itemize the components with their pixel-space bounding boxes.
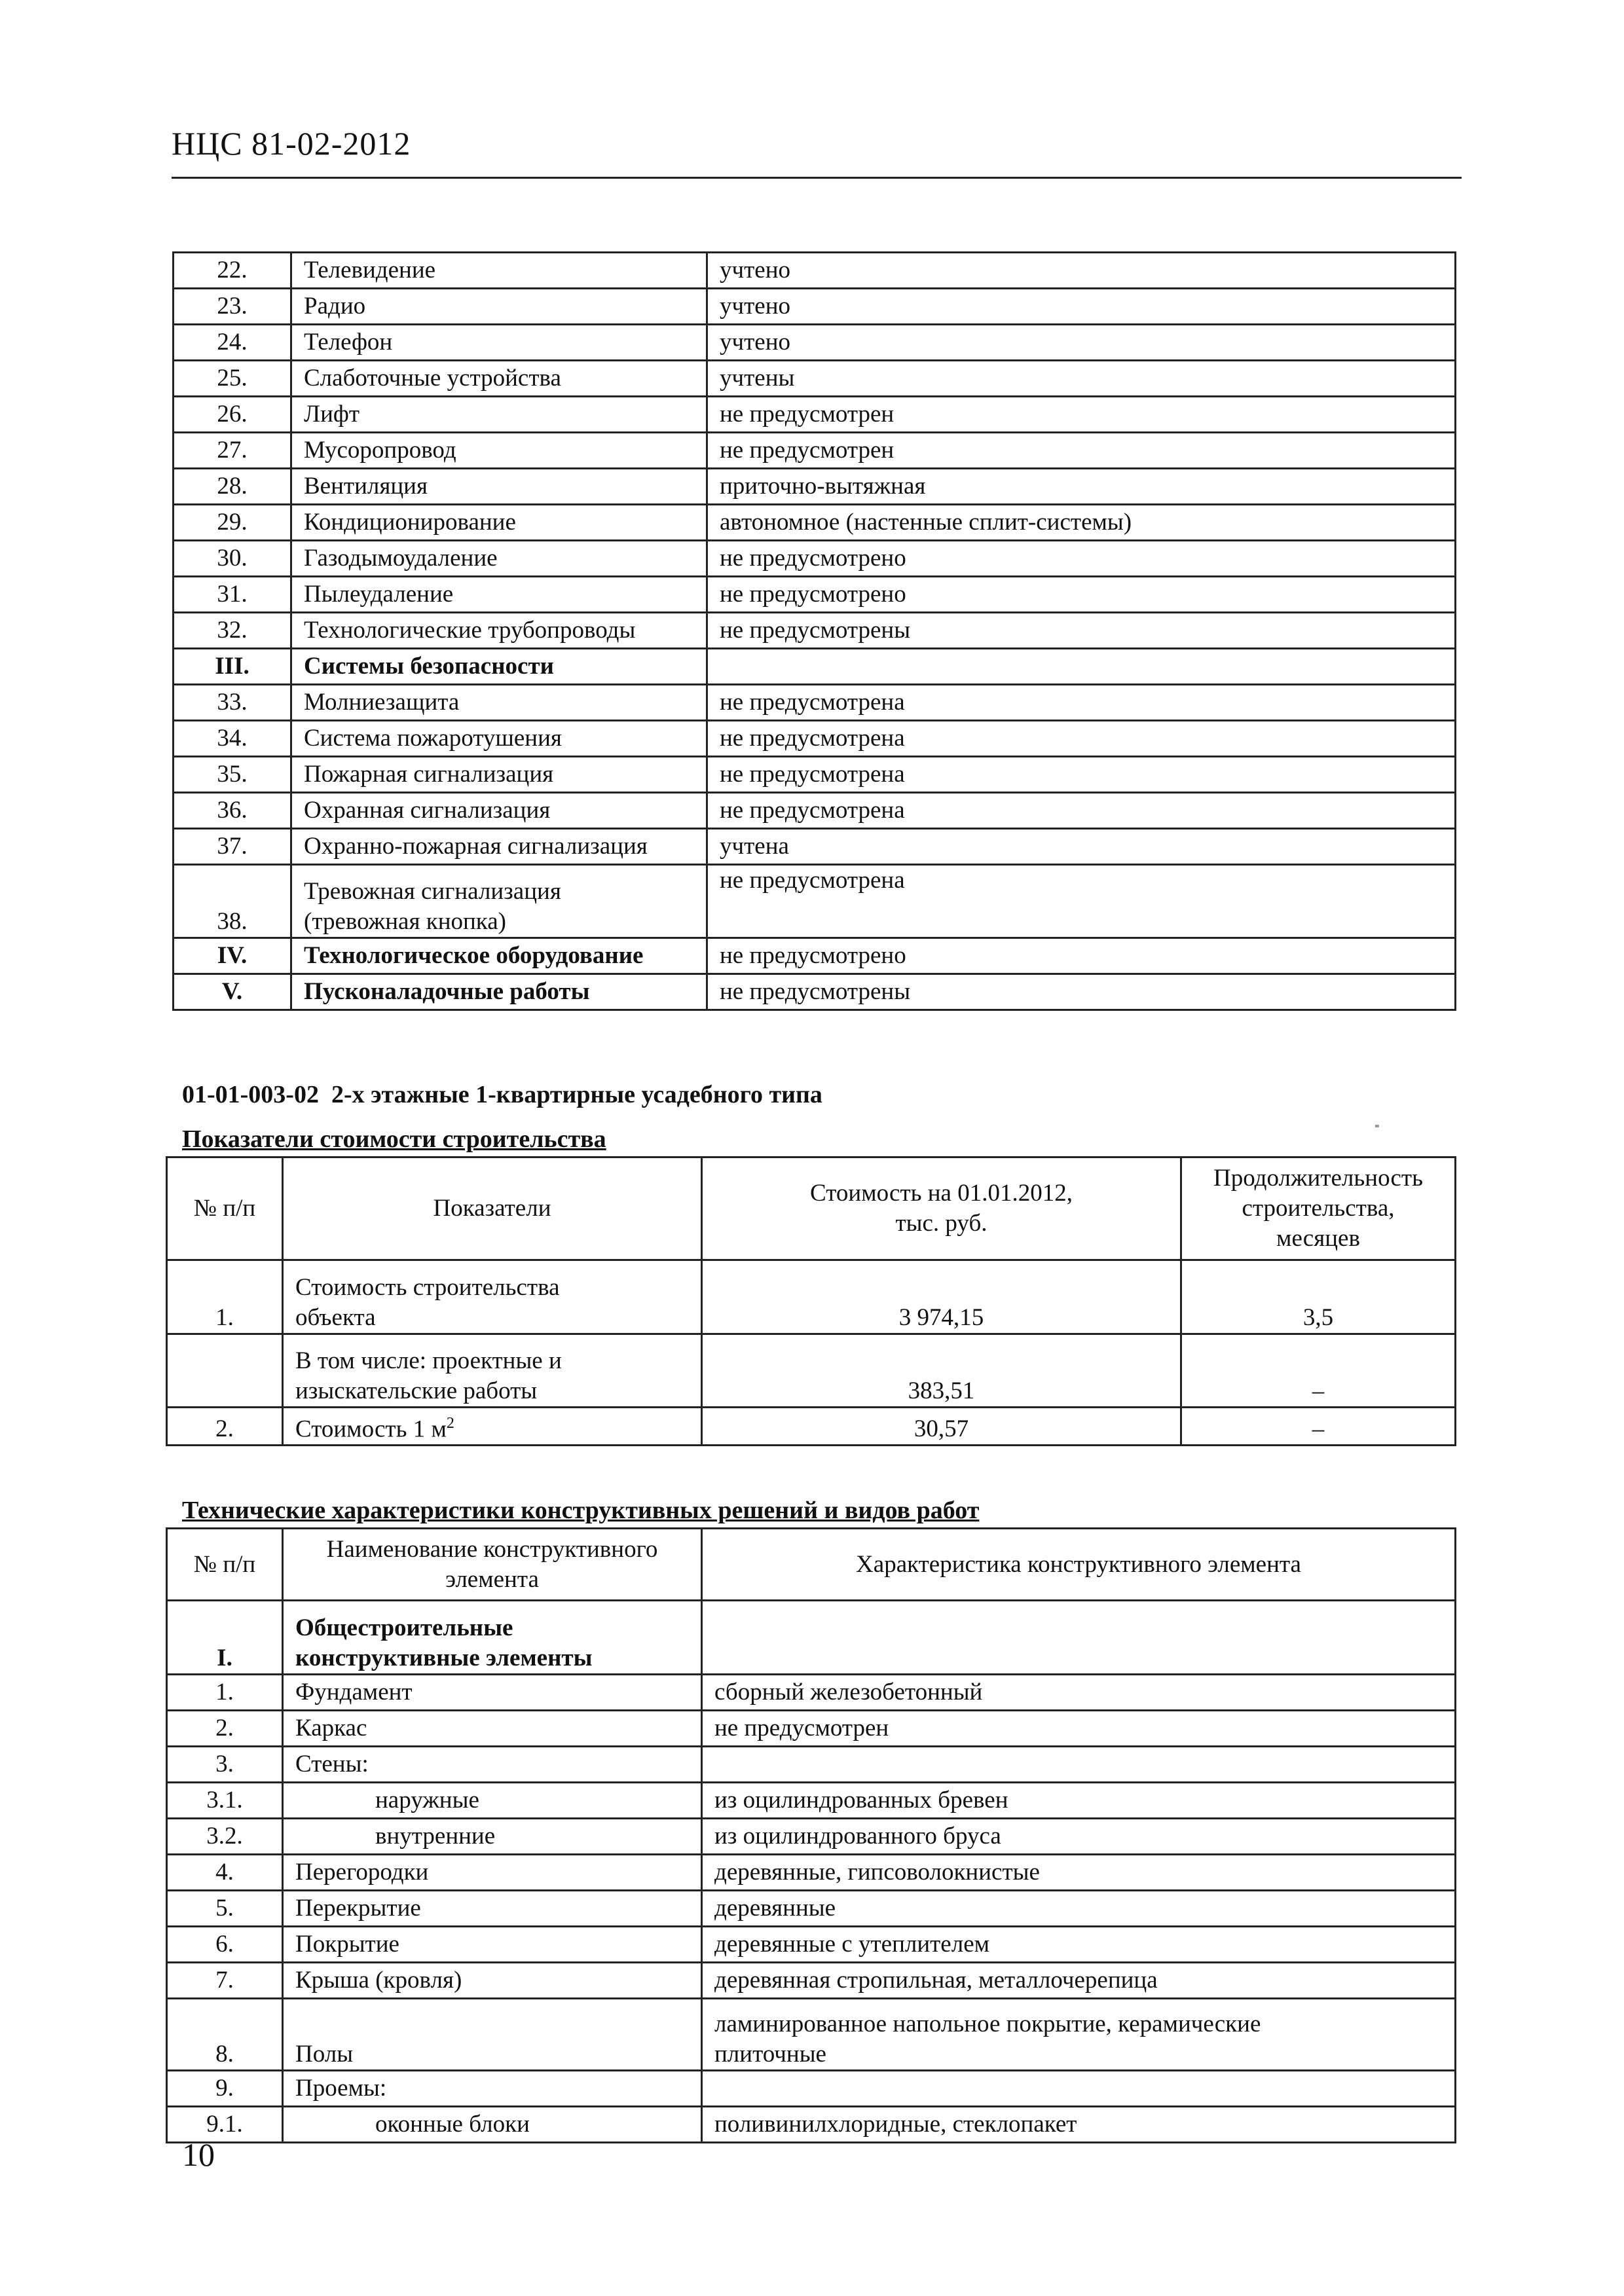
- row-num: 24.: [174, 325, 291, 361]
- row-value: не предусмотрены: [707, 974, 1456, 1010]
- row-name: Пылеудаление: [291, 577, 707, 613]
- row-num: 23.: [174, 289, 291, 325]
- header-name: [283, 1529, 702, 1601]
- row-num: 28.: [174, 469, 291, 505]
- indicator-line: Стоимость строительства: [295, 1274, 560, 1301]
- row-num: 2.: [167, 1408, 283, 1446]
- row-name: Крыша (кровля): [283, 1963, 702, 1999]
- row-value: учтено: [707, 289, 1456, 325]
- row-num: 6.: [167, 1927, 283, 1963]
- row-name: Слаботочные устройства: [291, 361, 707, 397]
- cost-value: 383,51: [702, 1334, 1181, 1408]
- row-name: Охранно-пожарная сигнализация: [291, 829, 707, 865]
- row-value: из оцилиндрованного бруса: [702, 1819, 1456, 1855]
- header-num: № п/п: [167, 1157, 283, 1260]
- row-num: 9.1.: [167, 2107, 283, 2143]
- row-name: Телефон: [291, 325, 707, 361]
- header-indicator: Показатели: [283, 1157, 702, 1260]
- row-value: [707, 649, 1456, 685]
- row-name: Пожарная сигнализация: [291, 757, 707, 793]
- row-num: 9.: [167, 2071, 283, 2107]
- row-name: Молниезащита: [291, 685, 707, 721]
- row-value: [702, 1601, 1456, 1675]
- header-line: тыс. руб.: [895, 1210, 987, 1237]
- cost-indicators-table: [166, 1156, 1456, 1446]
- header-characteristic: Характеристика конструктивного элемента: [702, 1529, 1456, 1601]
- section-title: [283, 1601, 702, 1675]
- header-line: Продолжительность: [1213, 1165, 1423, 1192]
- row-name: Полы: [283, 1999, 702, 2071]
- indicator-line: изыскательские работы: [295, 1377, 538, 1404]
- cost-value: 3 974,15: [702, 1260, 1181, 1334]
- header-line: месяцев: [1276, 1225, 1360, 1252]
- duration-value: –: [1181, 1334, 1456, 1408]
- scan-speck: [1375, 1125, 1379, 1127]
- row-num: 35.: [174, 757, 291, 793]
- section-num: V.: [174, 974, 291, 1010]
- section-title: Технологическое оборудование: [291, 938, 707, 974]
- row-num: 3.1.: [167, 1783, 283, 1819]
- row-value: учтены: [707, 361, 1456, 397]
- duration-value: –: [1181, 1408, 1456, 1446]
- row-name: Проемы:: [283, 2071, 702, 2107]
- row-value: учтена: [707, 829, 1456, 865]
- cost-value: 30,57: [702, 1408, 1181, 1446]
- row-name: Каркас: [283, 1711, 702, 1747]
- row-value: не предусмотрена: [707, 685, 1456, 721]
- row-num: 37.: [174, 829, 291, 865]
- row-value: деревянные с утеплителем: [702, 1927, 1456, 1963]
- row-num: 1.: [167, 1260, 283, 1334]
- header-duration: [1181, 1157, 1456, 1260]
- row-value: учтено: [707, 253, 1456, 289]
- technical-characteristics-table: [166, 1527, 1456, 2143]
- row-value: не предусмотрена: [707, 721, 1456, 757]
- row-name: Мусоропровод: [291, 433, 707, 469]
- section-title: Пусконаладочные работы: [291, 974, 707, 1010]
- row-num: 32.: [174, 613, 291, 649]
- row-num: 2.: [167, 1711, 283, 1747]
- row-value: не предусмотрено: [707, 541, 1456, 577]
- row-name: [291, 865, 707, 938]
- row-name: наружные: [283, 1783, 702, 1819]
- row-name: Технологические трубопроводы: [291, 613, 707, 649]
- row-name: внутренние: [283, 1819, 702, 1855]
- row-name: Перекрытие: [283, 1891, 702, 1927]
- row-num: 22.: [174, 253, 291, 289]
- row-indicator: [283, 1408, 702, 1446]
- object-code: 01-01-003-02: [182, 1081, 319, 1108]
- row-num: 25.: [174, 361, 291, 397]
- section-num: IV.: [174, 938, 291, 974]
- row-value: из оцилиндрованных бревен: [702, 1783, 1456, 1819]
- header-num: № п/п: [167, 1529, 283, 1601]
- row-value: не предусмотрен: [707, 397, 1456, 433]
- superscript: 2: [446, 1415, 454, 1432]
- object-title: 2-х этажные 1-квартирные усадебного типа: [331, 1081, 822, 1108]
- row-value: деревянные, гипсоволокнистые: [702, 1855, 1456, 1891]
- row-name: Газодымоудаление: [291, 541, 707, 577]
- row-name: Охранная сигнализация: [291, 793, 707, 829]
- row-name: Стены:: [283, 1747, 702, 1783]
- value-line: плиточные: [714, 2041, 826, 2068]
- row-num: 5.: [167, 1891, 283, 1927]
- header-cost: [702, 1157, 1181, 1260]
- row-name: Вентиляция: [291, 469, 707, 505]
- row-value: учтено: [707, 325, 1456, 361]
- row-num: 33.: [174, 685, 291, 721]
- row-value: деревянные: [702, 1891, 1456, 1927]
- row-num: 7.: [167, 1963, 283, 1999]
- header-line: элемента: [445, 1565, 539, 1593]
- row-value: приточно-вытяжная: [707, 469, 1456, 505]
- row-num: 8.: [167, 1999, 283, 2071]
- row-name: Система пожаротушения: [291, 721, 707, 757]
- section-title: Системы безопасности: [291, 649, 707, 685]
- title-line: Общестроительные: [295, 1614, 513, 1641]
- row-value: сборный железобетонный: [702, 1675, 1456, 1711]
- row-name: Телевидение: [291, 253, 707, 289]
- row-indicator: [283, 1334, 702, 1408]
- value-line: ламинированное напольное покрытие, керамические: [714, 2011, 1261, 2037]
- object-heading: [182, 1080, 822, 1109]
- row-name: Покрытие: [283, 1927, 702, 1963]
- indicator-text: Стоимость 1 м: [295, 1415, 447, 1443]
- section-num: I.: [167, 1601, 283, 1675]
- row-num: 27.: [174, 433, 291, 469]
- row-value: [702, 1999, 1456, 2071]
- header-line: Наименование конструктивного: [326, 1535, 658, 1563]
- row-value: не предусмотрено: [707, 938, 1456, 974]
- row-value: не предусмотрены: [707, 613, 1456, 649]
- name-line: (тревожная кнопка): [304, 908, 506, 935]
- row-num: 26.: [174, 397, 291, 433]
- row-value: не предусмотрена: [707, 793, 1456, 829]
- section-num: III.: [174, 649, 291, 685]
- row-value: [702, 2071, 1456, 2107]
- row-num: 3.: [167, 1747, 283, 1783]
- row-name: Кондиционирование: [291, 505, 707, 541]
- name-line: Тревожная сигнализация: [304, 878, 561, 905]
- row-indicator: [283, 1260, 702, 1334]
- row-num: 4.: [167, 1855, 283, 1891]
- row-value: автономное (настенные сплит-системы): [707, 505, 1456, 541]
- row-name: Фундамент: [283, 1675, 702, 1711]
- header-line: строительства,: [1242, 1195, 1395, 1222]
- row-value: не предусмотрена: [707, 865, 1456, 938]
- row-value: деревянная стропильная, металлочерепица: [702, 1963, 1456, 1999]
- row-value: поливинилхлоридные, стеклопакет: [702, 2107, 1456, 2143]
- row-value: не предусмотрен: [707, 433, 1456, 469]
- row-num: 29.: [174, 505, 291, 541]
- header-rule: [172, 177, 1462, 179]
- duration-value: 3,5: [1181, 1260, 1456, 1334]
- row-num: 34.: [174, 721, 291, 757]
- indicator-line: объекта: [295, 1304, 376, 1331]
- cost-table-caption: Показатели стоимости строительства: [182, 1125, 606, 1153]
- document-code: НЦС 81-02-2012: [172, 125, 411, 162]
- row-num: 38.: [174, 865, 291, 938]
- tech-table-caption: Технические характеристики конструктивных решений и видов работ: [182, 1497, 980, 1524]
- indicator-line: В том числе: проектные и: [295, 1347, 562, 1374]
- row-value: не предусмотрено: [707, 577, 1456, 613]
- row-num: 30.: [174, 541, 291, 577]
- row-name: Перегородки: [283, 1855, 702, 1891]
- row-name: Лифт: [291, 397, 707, 433]
- row-num: 1.: [167, 1675, 283, 1711]
- title-line: конструктивные элементы: [295, 1645, 593, 1671]
- row-num: [167, 1334, 283, 1408]
- row-name: Радио: [291, 289, 707, 325]
- row-value: не предусмотрен: [702, 1711, 1456, 1747]
- row-num: 3.2.: [167, 1819, 283, 1855]
- row-num: 36.: [174, 793, 291, 829]
- header-line: Стоимость на 01.01.2012,: [810, 1180, 1073, 1207]
- row-num: 31.: [174, 577, 291, 613]
- systems-table: [172, 251, 1456, 1011]
- page-number: 10: [182, 2136, 215, 2173]
- row-value: [702, 1747, 1456, 1783]
- row-value: не предусмотрена: [707, 757, 1456, 793]
- row-name: оконные блоки: [283, 2107, 702, 2143]
